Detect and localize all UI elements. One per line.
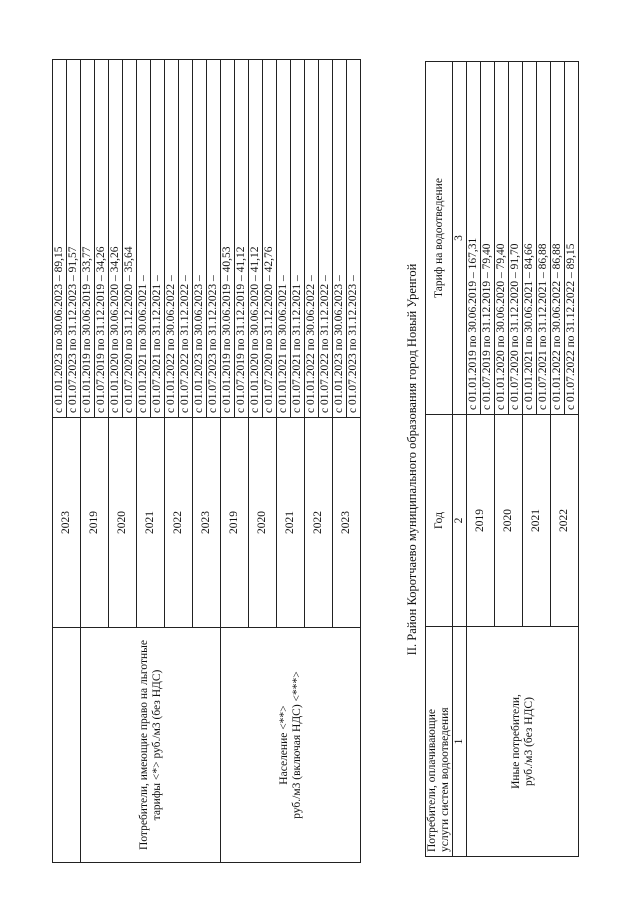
period-cell: с 01.01.2022 по 30.06.2022 – bbox=[165, 60, 179, 418]
period-cell: с 01.01.2020 по 30.06.2020 – 34,26 bbox=[109, 60, 123, 418]
period-cell: с 01.07.2021 по 31.12.2021 – bbox=[291, 60, 305, 418]
year-cell: 2021 bbox=[137, 418, 165, 628]
table-header-row bbox=[426, 62, 453, 857]
header-line: услуги систем водоотведения bbox=[439, 707, 451, 852]
period-cell: с 01.01.2022 по 30.06.2022 – bbox=[305, 60, 319, 418]
consumer-line: руб./м3 (включая НДС) <***> bbox=[290, 671, 303, 819]
tariff-table-continued bbox=[52, 59, 361, 863]
period-cell: с 01.07.2019 по 31.12.2019 – 34,26 bbox=[95, 60, 109, 418]
year-cell: 2022 bbox=[551, 415, 579, 627]
year-cell: 2021 bbox=[277, 418, 305, 628]
year-cell: 2023 bbox=[53, 418, 81, 628]
period-cell: с 01.07.2022 по 31.12.2022 – 89,15 bbox=[565, 62, 579, 415]
consumer-lgot-cell: Потребители, имеющие право на льготные тарифы <*> руб./м3 (без НДС) bbox=[81, 628, 221, 863]
period-cell: с 01.07.2021 по 31.12.2021 – bbox=[151, 60, 165, 418]
period-cell: с 01.01.2022 по 30.06.2022 – 86,88 bbox=[551, 62, 565, 415]
consumer-population-cell bbox=[221, 628, 361, 863]
column-number: 1 bbox=[453, 627, 467, 857]
table-row bbox=[53, 60, 67, 863]
period-cell: с 01.07.2023 по 31.12.2023 – bbox=[207, 60, 221, 418]
period-cell: с 01.07.2021 по 31.12.2021 – 86,88 bbox=[537, 62, 551, 415]
year-cell: 2019 bbox=[467, 415, 495, 627]
period-cell: с 01.01.2023 по 30.06.2023 – bbox=[193, 60, 207, 418]
column-number: 3 bbox=[453, 62, 467, 415]
period-cell: с 01.07.2020 по 31.12.2020 – 42,76 bbox=[263, 60, 277, 418]
korotchaevo-tariff-table bbox=[425, 61, 579, 857]
period-cell: с 01.01.2019 по 30.06.2019 – 40,53 bbox=[221, 60, 235, 418]
empty-consumer-cell bbox=[53, 628, 81, 863]
year-cell: 2020 bbox=[495, 415, 523, 627]
period-cell: с 01.01.2021 по 30.06.2021 – 84,66 bbox=[523, 62, 537, 415]
consumer-line: Иные потребители, bbox=[509, 694, 522, 789]
table-row bbox=[467, 62, 481, 857]
period-cell: с 01.01.2023 по 30.06.2023 – bbox=[333, 60, 347, 418]
period-cell: с 01.07.2019 по 31.12.2019 – 79,40 bbox=[481, 62, 495, 415]
table-row bbox=[221, 60, 235, 863]
period-cell: с 01.07.2020 по 31.12.2020 – 91,70 bbox=[509, 62, 523, 415]
period-cell: с 01.01.2020 по 30.06.2020 – 41,12 bbox=[249, 60, 263, 418]
header-line: Потребители, оплачивающие bbox=[426, 708, 438, 852]
period-cell: с 01.07.2022 по 31.12.2022 – bbox=[319, 60, 333, 418]
header-year: Год bbox=[426, 415, 453, 627]
period-cell: с 01.01.2021 по 30.06.2021 – bbox=[277, 60, 291, 418]
year-cell: 2023 bbox=[333, 418, 361, 628]
table-row bbox=[81, 60, 95, 863]
period-cell: с 01.01.2019 по 30.06.2019 – 33,77 bbox=[81, 60, 95, 418]
period-cell: с 01.07.2023 по 31.12.2023 – 91,57 bbox=[67, 60, 81, 418]
year-cell: 2022 bbox=[305, 418, 333, 628]
period-cell: с 01.01.2023 по 30.06.2023 – 89,15 bbox=[53, 60, 67, 418]
period-cell: с 01.01.2021 по 30.06.2021 – bbox=[137, 60, 151, 418]
consumer-line: руб./м3 (без НДС) bbox=[522, 697, 535, 786]
column-number-row bbox=[453, 62, 467, 857]
period-cell: с 01.01.2020 по 30.06.2020 – 79,40 bbox=[495, 62, 509, 415]
year-cell: 2019 bbox=[81, 418, 109, 628]
column-number: 2 bbox=[453, 415, 467, 627]
consumer-line: Население <**> bbox=[277, 705, 290, 785]
consumer-other-cell bbox=[467, 627, 579, 857]
period-cell: с 01.07.2020 по 31.12.2020 – 35,64 bbox=[123, 60, 137, 418]
period-cell: с 01.01.2019 по 30.06.2019 – 167,31 bbox=[467, 62, 481, 415]
year-cell: 2022 bbox=[165, 418, 193, 628]
year-cell: 2023 bbox=[193, 418, 221, 628]
period-cell: с 01.07.2019 по 31.12.2019 – 41,12 bbox=[235, 60, 249, 418]
header-tariff: Тариф на водоотведение bbox=[426, 62, 453, 415]
header-consumer bbox=[426, 627, 453, 857]
period-cell: с 01.07.2022 по 31.12.2022 – bbox=[179, 60, 193, 418]
year-cell: 2019 bbox=[221, 418, 249, 628]
year-cell: 2020 bbox=[249, 418, 277, 628]
section-title: II. Район Коротчаево муниципального образования город Новый Уренгой bbox=[405, 263, 419, 656]
year-cell: 2020 bbox=[109, 418, 137, 628]
period-cell: с 01.07.2023 по 31.12.2023 – bbox=[347, 60, 361, 418]
year-cell: 2021 bbox=[523, 415, 551, 627]
